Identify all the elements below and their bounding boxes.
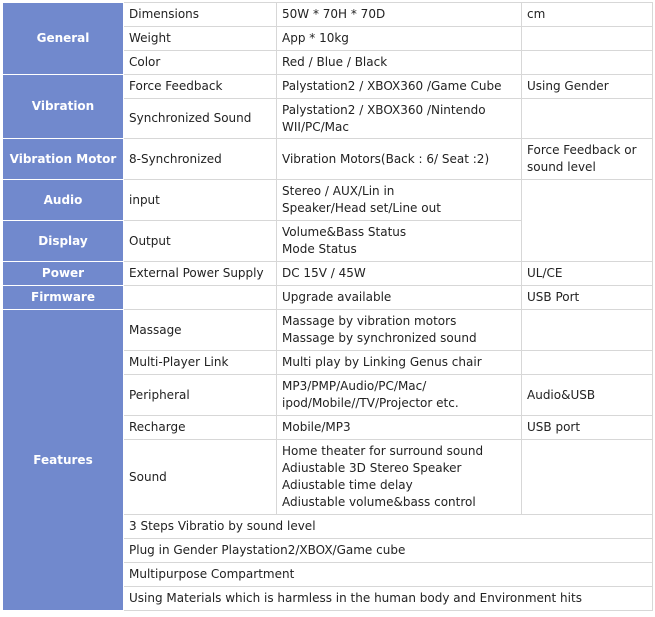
category-general: General xyxy=(3,3,124,75)
item-value: Palystation2 / XBOX360 /Game Cube xyxy=(277,75,522,99)
category-vibration-motor: Vibration Motor xyxy=(3,139,124,180)
table-row xyxy=(3,310,653,351)
item-label: Peripheral xyxy=(124,375,277,416)
category-display: Display xyxy=(3,221,124,262)
item-note xyxy=(522,440,653,515)
item-value: Vibration Motors(Back : 6/ Seat :2) xyxy=(277,139,522,180)
item-label: Synchronized Sound xyxy=(124,99,277,139)
category-vibration: Vibration xyxy=(3,75,124,139)
item-note xyxy=(522,351,653,375)
item-note xyxy=(522,51,653,75)
item-label xyxy=(124,286,277,310)
item-label: Massage xyxy=(124,310,277,351)
table-row xyxy=(3,180,653,221)
item-note: Using Gender xyxy=(522,75,653,99)
item-note: USB Port xyxy=(522,286,653,310)
item-value: Palystation2 / XBOX360 /Nintendo WII/PC/Mac xyxy=(277,99,522,139)
item-value: Volume&Bass Status Mode Status xyxy=(277,221,522,262)
item-value: Mobile/MP3 xyxy=(277,416,522,440)
item-value: 50W * 70H * 70D xyxy=(277,3,522,27)
table-row xyxy=(3,286,653,310)
item-label: Sound xyxy=(124,440,277,515)
spec-table xyxy=(2,2,653,611)
item-label: 8-Synchronized xyxy=(124,139,277,180)
item-value: Red / Blue / Black xyxy=(277,51,522,75)
table-row xyxy=(3,3,653,27)
item-label: Weight xyxy=(124,27,277,51)
item-label: Force Feedback xyxy=(124,75,277,99)
item-label: Color xyxy=(124,51,277,75)
item-label: Output xyxy=(124,221,277,262)
item-label: input xyxy=(124,180,277,221)
item-value: Massage by vibration motors Massage by synchronized sound xyxy=(277,310,522,351)
item-value: MP3/PMP/Audio/PC/Mac/ ipod/Mobile//TV/Projector etc. xyxy=(277,375,522,416)
item-note: cm xyxy=(522,3,653,27)
item-label: External Power Supply xyxy=(124,262,277,286)
table-row xyxy=(3,75,653,99)
category-audio: Audio xyxy=(3,180,124,221)
feature-line: 3 Steps Vibratio by sound level xyxy=(124,515,653,539)
item-value: Multi play by Linking Genus chair xyxy=(277,351,522,375)
item-note: Audio&USB xyxy=(522,375,653,416)
category-features: Features xyxy=(3,310,124,611)
category-power: Power xyxy=(3,262,124,286)
item-value: Stereo / AUX/Lin in Speaker/Head set/Line out xyxy=(277,180,522,221)
item-note: USB port xyxy=(522,416,653,440)
item-note: UL/CE xyxy=(522,262,653,286)
item-value: DC 15V / 45W xyxy=(277,262,522,286)
item-label: Recharge xyxy=(124,416,277,440)
feature-line: Using Materials which is harmless in the human body and Environment hits xyxy=(124,587,653,611)
table-row xyxy=(3,139,653,180)
item-value: Upgrade available xyxy=(277,286,522,310)
item-note xyxy=(522,27,653,51)
feature-line: Plug in Gender Playstation2/XBOX/Game cube xyxy=(124,539,653,563)
item-note: Force Feedback or sound level xyxy=(522,139,653,180)
item-note xyxy=(522,310,653,351)
category-firmware: Firmware xyxy=(3,286,124,310)
item-value: Home theater for surround sound Adiustable 3D Stereo Speaker Adiustable time delay Adiustable volume&bass control xyxy=(277,440,522,515)
item-value: App * 10kg xyxy=(277,27,522,51)
table-row xyxy=(3,262,653,286)
item-note xyxy=(522,180,653,262)
item-label: Dimensions xyxy=(124,3,277,27)
item-label: Multi-Player Link xyxy=(124,351,277,375)
feature-line: Multipurpose Compartment xyxy=(124,563,653,587)
item-note xyxy=(522,99,653,139)
